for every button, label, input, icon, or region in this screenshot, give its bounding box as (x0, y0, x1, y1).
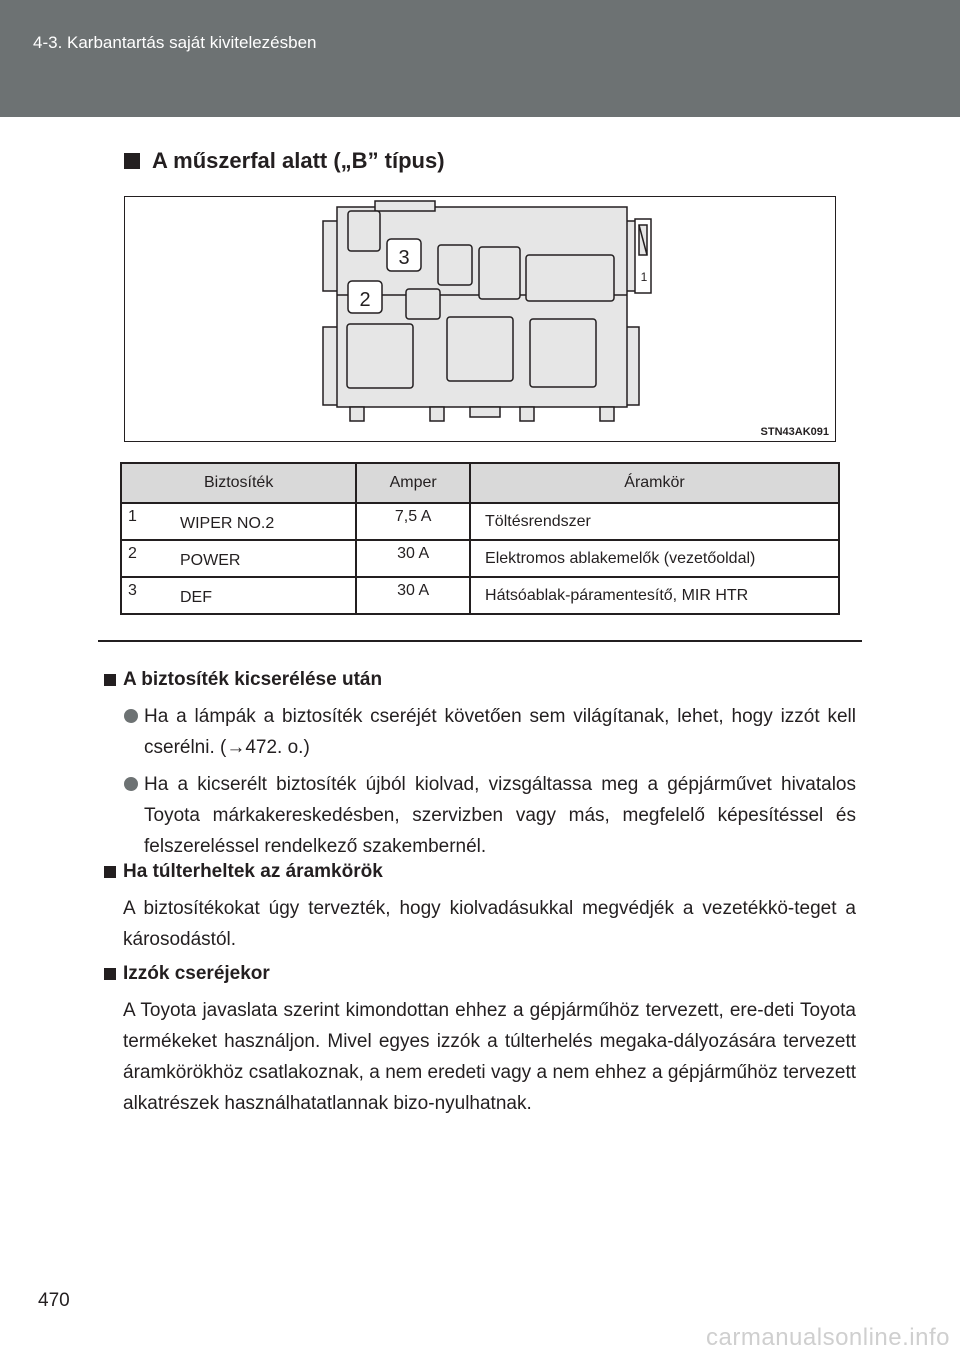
fuse-circuit: Töltésrendszer (485, 513, 591, 530)
fuse-amp: 30 A (397, 545, 430, 562)
square-bullet-icon (124, 153, 140, 169)
fuse-number: 2 (128, 545, 137, 562)
table-row (121, 540, 839, 577)
note-heading-text: Ha túlterheltek az áramkörök (123, 861, 383, 882)
note-heading-text: Izzók cseréjekor (123, 963, 270, 984)
square-bullet-icon (104, 674, 116, 686)
page-header (0, 0, 960, 117)
fuse-box-diagram (124, 196, 836, 442)
note-paragraph: A biztosítékokat úgy tervezték, hogy kiolvadásukkal megvédjék a vezetékkö-teget a károsodástól. (123, 898, 856, 950)
page-number: 470 (38, 1290, 70, 1311)
fuse-number: 3 (128, 582, 137, 599)
chapter-title: 4-3. Karbantartás saját kivitelezésben (33, 33, 317, 52)
column-header-circuit: Áramkör (470, 463, 839, 503)
fuse-circuit: Hátsóablak-páramentesítő, MIR HTR (485, 587, 749, 604)
square-bullet-icon (104, 866, 116, 878)
section-heading-text: A műszerfal alatt („B” típus) (152, 148, 445, 173)
fuse-amp: 30 A (397, 582, 430, 599)
table-row (121, 503, 839, 540)
note-paragraph: A Toyota javaslata szerint kimondottan ehhez a gépjárműhöz tervezett, ere-deti Toyota termékeket használjon. Mivel egyes izzók a túlterhelés megaka-dályozására tervezett áramkörökhöz csatlakoznak, a nem eredeti vagy a nem ehhez a gépjárműhöz tervezett alkatrészek használhatatlannak bizo-nyulhatnak. (123, 1000, 856, 1114)
table-row (121, 577, 839, 614)
diagram-label-3: 3 (398, 247, 410, 269)
column-header-fuse: Biztosíték (121, 463, 356, 503)
list-item (104, 701, 856, 763)
figure-code: STN43AK091 (760, 426, 829, 438)
note-overload (104, 856, 856, 955)
watermark: carmanualsonline.info (706, 1324, 950, 1351)
section-heading (124, 148, 445, 174)
note-bulbs (104, 958, 856, 1119)
fuse-name: POWER (180, 552, 241, 569)
diagram-label-1: 1 (640, 270, 648, 284)
note-heading (104, 958, 856, 989)
bullet-text: Ha a kicserélt biztosíték újból kiolvad, vizsgáltassa meg a gépjárművet hivatalos Toyota márkakereskedésben, szervizben vagy más, megfelelő képesítéssel és felszereléssel rendelkező szakembernél. (144, 774, 856, 857)
bullet-dot-icon (124, 709, 138, 723)
fuse-amp: 7,5 A (394, 508, 432, 525)
note-heading (104, 856, 856, 887)
square-bullet-icon (104, 968, 116, 980)
fuse-number: 1 (128, 508, 137, 525)
fuse-table (120, 462, 840, 615)
note-heading (104, 664, 856, 695)
list-item (104, 769, 856, 862)
bullet-dot-icon (124, 777, 138, 791)
note-after-replace (104, 664, 856, 862)
fuse-box-drawing (125, 197, 835, 441)
fuse-circuit: Elektromos ablakemelők (vezetőoldal) (485, 550, 756, 567)
fuse-name: DEF (180, 589, 212, 606)
fuse-name: WIPER NO.2 (180, 515, 275, 532)
section-divider (98, 640, 862, 642)
bullet-text: Ha a lámpák a biztosíték cseréjét követően sem világítanak, lehet, hogy izzót kell cserélni. (→472. o.) (144, 706, 856, 758)
diagram-label-2: 2 (359, 289, 371, 311)
table-header-row (121, 463, 839, 503)
column-header-amper: Amper (356, 463, 470, 503)
note-heading-text: A biztosíték kicserélése után (123, 669, 383, 690)
